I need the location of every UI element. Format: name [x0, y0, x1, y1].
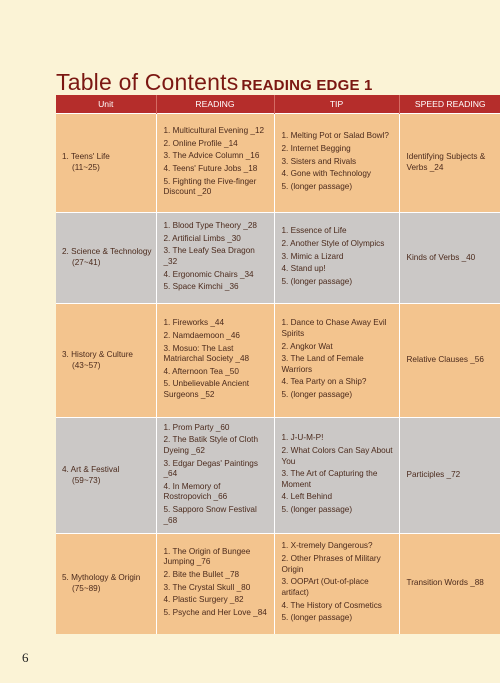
reading-item[interactable]: 5. Unbelievable Ancient Surgeons _52 [163, 379, 250, 400]
tip-cell [274, 213, 399, 304]
tip-item: 3. Mimic a Lizard [281, 251, 344, 261]
unit-row [56, 213, 500, 304]
column-header-speed-reading: SPEED READING [399, 95, 500, 114]
tip-item: 3. Sisters and Rivals [281, 156, 357, 166]
reading-cell [156, 304, 274, 418]
reading-item[interactable]: 4. Teens' Future Jobs _18 [163, 164, 258, 173]
reading-item[interactable]: 4. Plastic Surgery _82 [163, 595, 244, 605]
unit-row [56, 534, 500, 634]
unit-row [56, 304, 500, 418]
column-header-unit: Unit [56, 95, 156, 114]
unit-cell [56, 304, 156, 418]
tip-item: 1. Dance to Chase Away Evil Spirits [281, 318, 387, 338]
unit-name: 5. Mythology & Origin [62, 573, 141, 583]
speed-reading-item[interactable]: Relative Clauses _56 [406, 355, 484, 365]
reading-item[interactable]: 3. The Crystal Skull _80 [163, 582, 251, 592]
tip-item: 4. Gone with Technology [281, 169, 372, 179]
tip-cell [274, 304, 399, 418]
reading-cell [156, 534, 274, 634]
unit-pages: (59~73) [72, 475, 101, 485]
reading-item[interactable]: 2. Namdaemoon _46 [163, 330, 240, 340]
speed-reading-item[interactable]: Transition Words _88 [406, 578, 484, 588]
reading-item[interactable]: 5. Sapporo Snow Festival _68 [163, 505, 257, 525]
unit-pages: (27~41) [72, 258, 101, 267]
tip-item: 4. The History of Cosmetics [281, 600, 382, 610]
reading-item[interactable]: 3. Mosuo: The Last Matriarchal Society _48 [163, 343, 250, 364]
reading-cell [156, 418, 274, 534]
reading-item[interactable]: 3. The Advice Column _16 [163, 151, 260, 161]
tip-item: 4. Left Behind [281, 492, 333, 502]
reading-item[interactable]: 1. Multicultural Evening _12 [163, 126, 265, 136]
unit-name: 3. History & Culture [62, 349, 133, 359]
reading-item[interactable]: 4. Afternoon Tea _50 [163, 366, 239, 376]
tip-item: 1. Essence of Life [281, 226, 347, 236]
page-title [56, 69, 373, 96]
speed-reading-cell [399, 213, 500, 304]
tip-item: 3. The Art of Capturing the Moment [281, 469, 378, 489]
speed-reading-cell [399, 304, 500, 418]
tip-item: 4. Tea Party on a Ship? [281, 377, 367, 387]
reading-item[interactable]: 1. Blood Type Theory _28 [163, 221, 257, 231]
contents-table [56, 95, 500, 634]
reading-item[interactable]: 1. Fireworks _44 [163, 318, 225, 328]
reading-cell [156, 213, 274, 304]
reading-item[interactable]: 4. Ergonomic Chairs _34 [163, 269, 254, 279]
reading-item[interactable]: 5. Psyche and Her Love _84 [163, 608, 267, 618]
reading-item[interactable]: 4. In Memory of Rostropovich _66 [163, 481, 228, 502]
unit-name: 2. Science & Technology [62, 247, 152, 257]
reading-item[interactable]: 5. Fighting the Five-finger Discount _20 [163, 176, 257, 197]
tip-item: 2. What Colors Can Say About You [281, 445, 393, 466]
unit-cell [56, 213, 156, 304]
reading-item[interactable]: 2. Artificial Limbs _30 [163, 233, 241, 243]
tip-item: 3. OOPArt (Out-of-place artifact) [281, 577, 369, 598]
unit-pages: (43~57) [72, 360, 101, 370]
reading-item[interactable]: 5. Space Kimchi _36 [163, 282, 239, 292]
unit-row [56, 114, 500, 213]
tip-cell [274, 418, 399, 534]
reading-item[interactable]: 1. The Origin of Bungee Jumping _76 [163, 546, 251, 567]
reading-item[interactable]: 3. The Leafy Sea Dragon _32 [163, 246, 255, 266]
reading-item[interactable]: 2. The Batik Style of Cloth Dyeing _62 [163, 435, 259, 455]
unit-cell [56, 418, 156, 534]
title-subtitle: READING EDGE 1 [241, 77, 373, 94]
speed-reading-cell [399, 418, 500, 534]
reading-item[interactable]: 1. Prom Party _60 [163, 422, 230, 432]
unit-name: 1. Teens' Life [62, 152, 110, 162]
page-number: 6 [22, 650, 29, 665]
speed-reading-cell [399, 114, 500, 213]
reading-cell [156, 114, 274, 213]
header-row [56, 95, 500, 114]
tip-item: 2. Other Phrases of Military Origin [281, 554, 381, 574]
tip-item: 3. The Land of Female Warriors [281, 354, 364, 374]
unit-cell [56, 114, 156, 213]
speed-reading-item[interactable]: Participles _72 [406, 470, 461, 480]
unit-pages: (75~89) [72, 583, 101, 593]
speed-reading-item[interactable]: Kinds of Verbs _40 [406, 252, 476, 262]
tip-cell [274, 534, 399, 634]
speed-reading-cell [399, 534, 500, 634]
tip-item: 5. (longer passage) [281, 505, 353, 515]
speed-reading-item[interactable]: Identifying Subjects & Verbs _24 [406, 152, 486, 172]
title-main: Table of Contents [56, 69, 239, 95]
reading-item[interactable]: 2. Online Profile _14 [163, 138, 238, 148]
tip-item: 2. Another Style of Olympics [281, 239, 385, 249]
tip-item: 5. (longer passage) [281, 613, 353, 623]
tip-item: 2. Internet Begging [281, 144, 351, 154]
tip-item: 5. (longer passage) [281, 390, 353, 400]
unit-name: 4. Art & Festival [62, 464, 120, 474]
unit-row [56, 418, 500, 534]
unit-cell [56, 534, 156, 634]
reading-item[interactable]: 2. Bite the Bullet _78 [163, 570, 240, 580]
column-header-reading: READING [156, 95, 274, 114]
tip-item: 4. Stand up! [281, 264, 326, 274]
tip-cell [274, 114, 399, 213]
tip-item: 1. X-tremely Dangerous? [281, 541, 373, 551]
reading-item[interactable]: 3. Edgar Degas' Paintings _64 [163, 458, 258, 479]
tip-item: 1. J-U-M-P! [281, 433, 324, 443]
unit-pages: (11~25) [72, 163, 100, 172]
tip-item: 5. (longer passage) [281, 276, 353, 286]
tip-item: 5. (longer passage) [281, 181, 353, 191]
column-header-tip: TIP [274, 95, 399, 114]
tip-item: 2. Angkor Wat [281, 341, 333, 351]
tip-item: 1. Melting Pot or Salad Bowl? [281, 131, 389, 141]
